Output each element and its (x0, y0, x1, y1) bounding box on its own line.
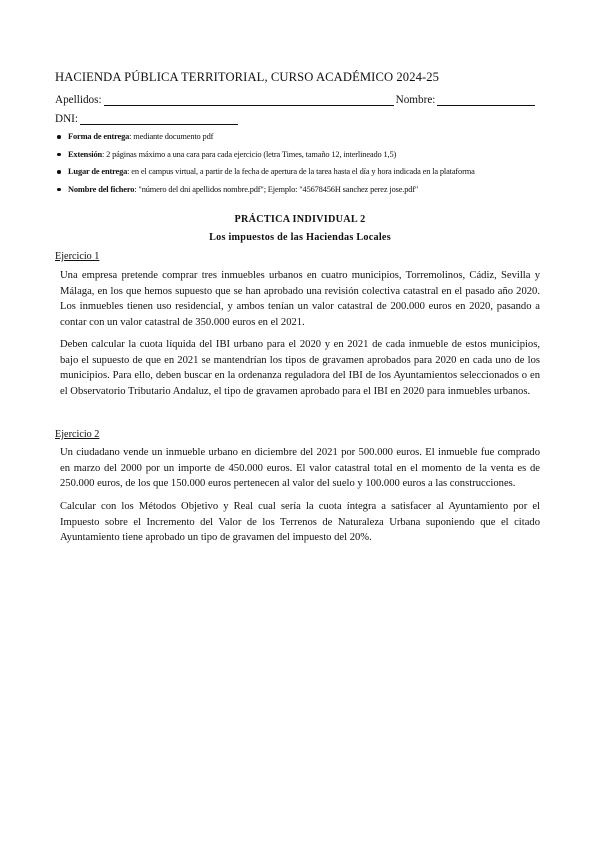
instruction-label: Lugar de entrega (68, 167, 128, 176)
exercise-1-paragraph-1: Una empresa pretende comprar tres inmuebles urbanos en cuatro municipios, Torremolinos, Cádiz, Sevilla y Málaga, en los que hemos supuesto que se han aprobado una revisión colectiva catastral en el pasado año 2020. Los inmuebles tienen uso residencial, y ambos tenían un valor catastral de 200.000 euros en 2020, pasando a contar con un valor catastral de 350.000 euros en el 2021. (60, 270, 540, 328)
course-heading: HACIENDA PÚBLICA TERRITORIAL, CURSO ACADÉMICO 2024-25 (55, 70, 440, 84)
exercise-2-label: Ejercicio 2 (55, 429, 100, 440)
dni-label: DNI: (55, 113, 78, 125)
practice-subtitle: Los impuestos de las Haciendas Locales (209, 232, 391, 243)
list-item (55, 166, 555, 184)
apellidos-blank (104, 95, 394, 106)
list-item (55, 184, 555, 202)
name-fields-row (55, 94, 535, 106)
nombre-label: Nombre: (395, 94, 436, 106)
exercise-1-label: Ejercicio 1 (55, 251, 100, 262)
apellidos-label: Apellidos: (55, 94, 102, 106)
instruction-text: : en el campus virtual, a partir de la fecha de apertura de la tarea hasta el día y hora indicada en la plataforma (127, 167, 475, 176)
instructions-list (55, 131, 555, 201)
instruction-label: Nombre del fichero (68, 184, 135, 194)
dni-field-row (55, 113, 238, 125)
instruction-label: Extensión (68, 149, 103, 159)
practice-title: PRÁCTICA INDIVIDUAL 2 (234, 214, 366, 225)
instruction-text: : mediante documento pdf (129, 132, 214, 141)
list-item (55, 131, 555, 149)
exercise-2-paragraph-2: Calcular con los Métodos Objetivo y Real cual sería la cuota íntegra a satisfacer al Ayuntamiento por el Impuesto sobre el Incremento del Valor de los Terrenos de Naturaleza Urbana suponiendo que el citado Ayuntamiento tiene aprobado un tipo de gravamen del impuesto del 20%. (60, 501, 540, 544)
instruction-label: Forma de entrega (68, 132, 130, 141)
instruction-text: : "número del dni apellidos nombre.pdf"; Ejemplo: "45678456H sanchez perez jose.pdf" (134, 184, 419, 194)
nombre-blank (437, 95, 535, 106)
instruction-text: : 2 páginas máximo a una cara para cada ejercicio (letra Times, tamaño 12, interlineado 1,5) (102, 149, 397, 159)
list-item (55, 149, 555, 167)
dni-blank (80, 114, 238, 125)
exercise-1-paragraph-2: Deben calcular la cuota líquida del IBI urbano para el 2020 y en 2021 de cada inmueble de estos municipios, bajo el supuesto de que en 2021 se mantendrían los tipos de gravamen aprobados para 2020 en cada uno de los municipios. Para ello, deben buscar en la ordenanza reguladora del IBI de los Ayuntamientos seleccionados o en el Observatorio Tributario Andaluz, el tipo de gravamen aprobado para el IBI en 2020 para inmuebles urbanos. (60, 339, 540, 397)
exercise-2-paragraph-1: Un ciudadano vende un inmueble urbano en diciembre del 2021 por 500.000 euros. El inmueble fue comprado en marzo del 2000 por un importe de 450.000 euros. El valor catastral total en el momento de la venta es de 250.000 euros, de los que 150.000 euros pertenecen al valor del suelo y 100.000 euros a las construcciones. (60, 447, 540, 490)
